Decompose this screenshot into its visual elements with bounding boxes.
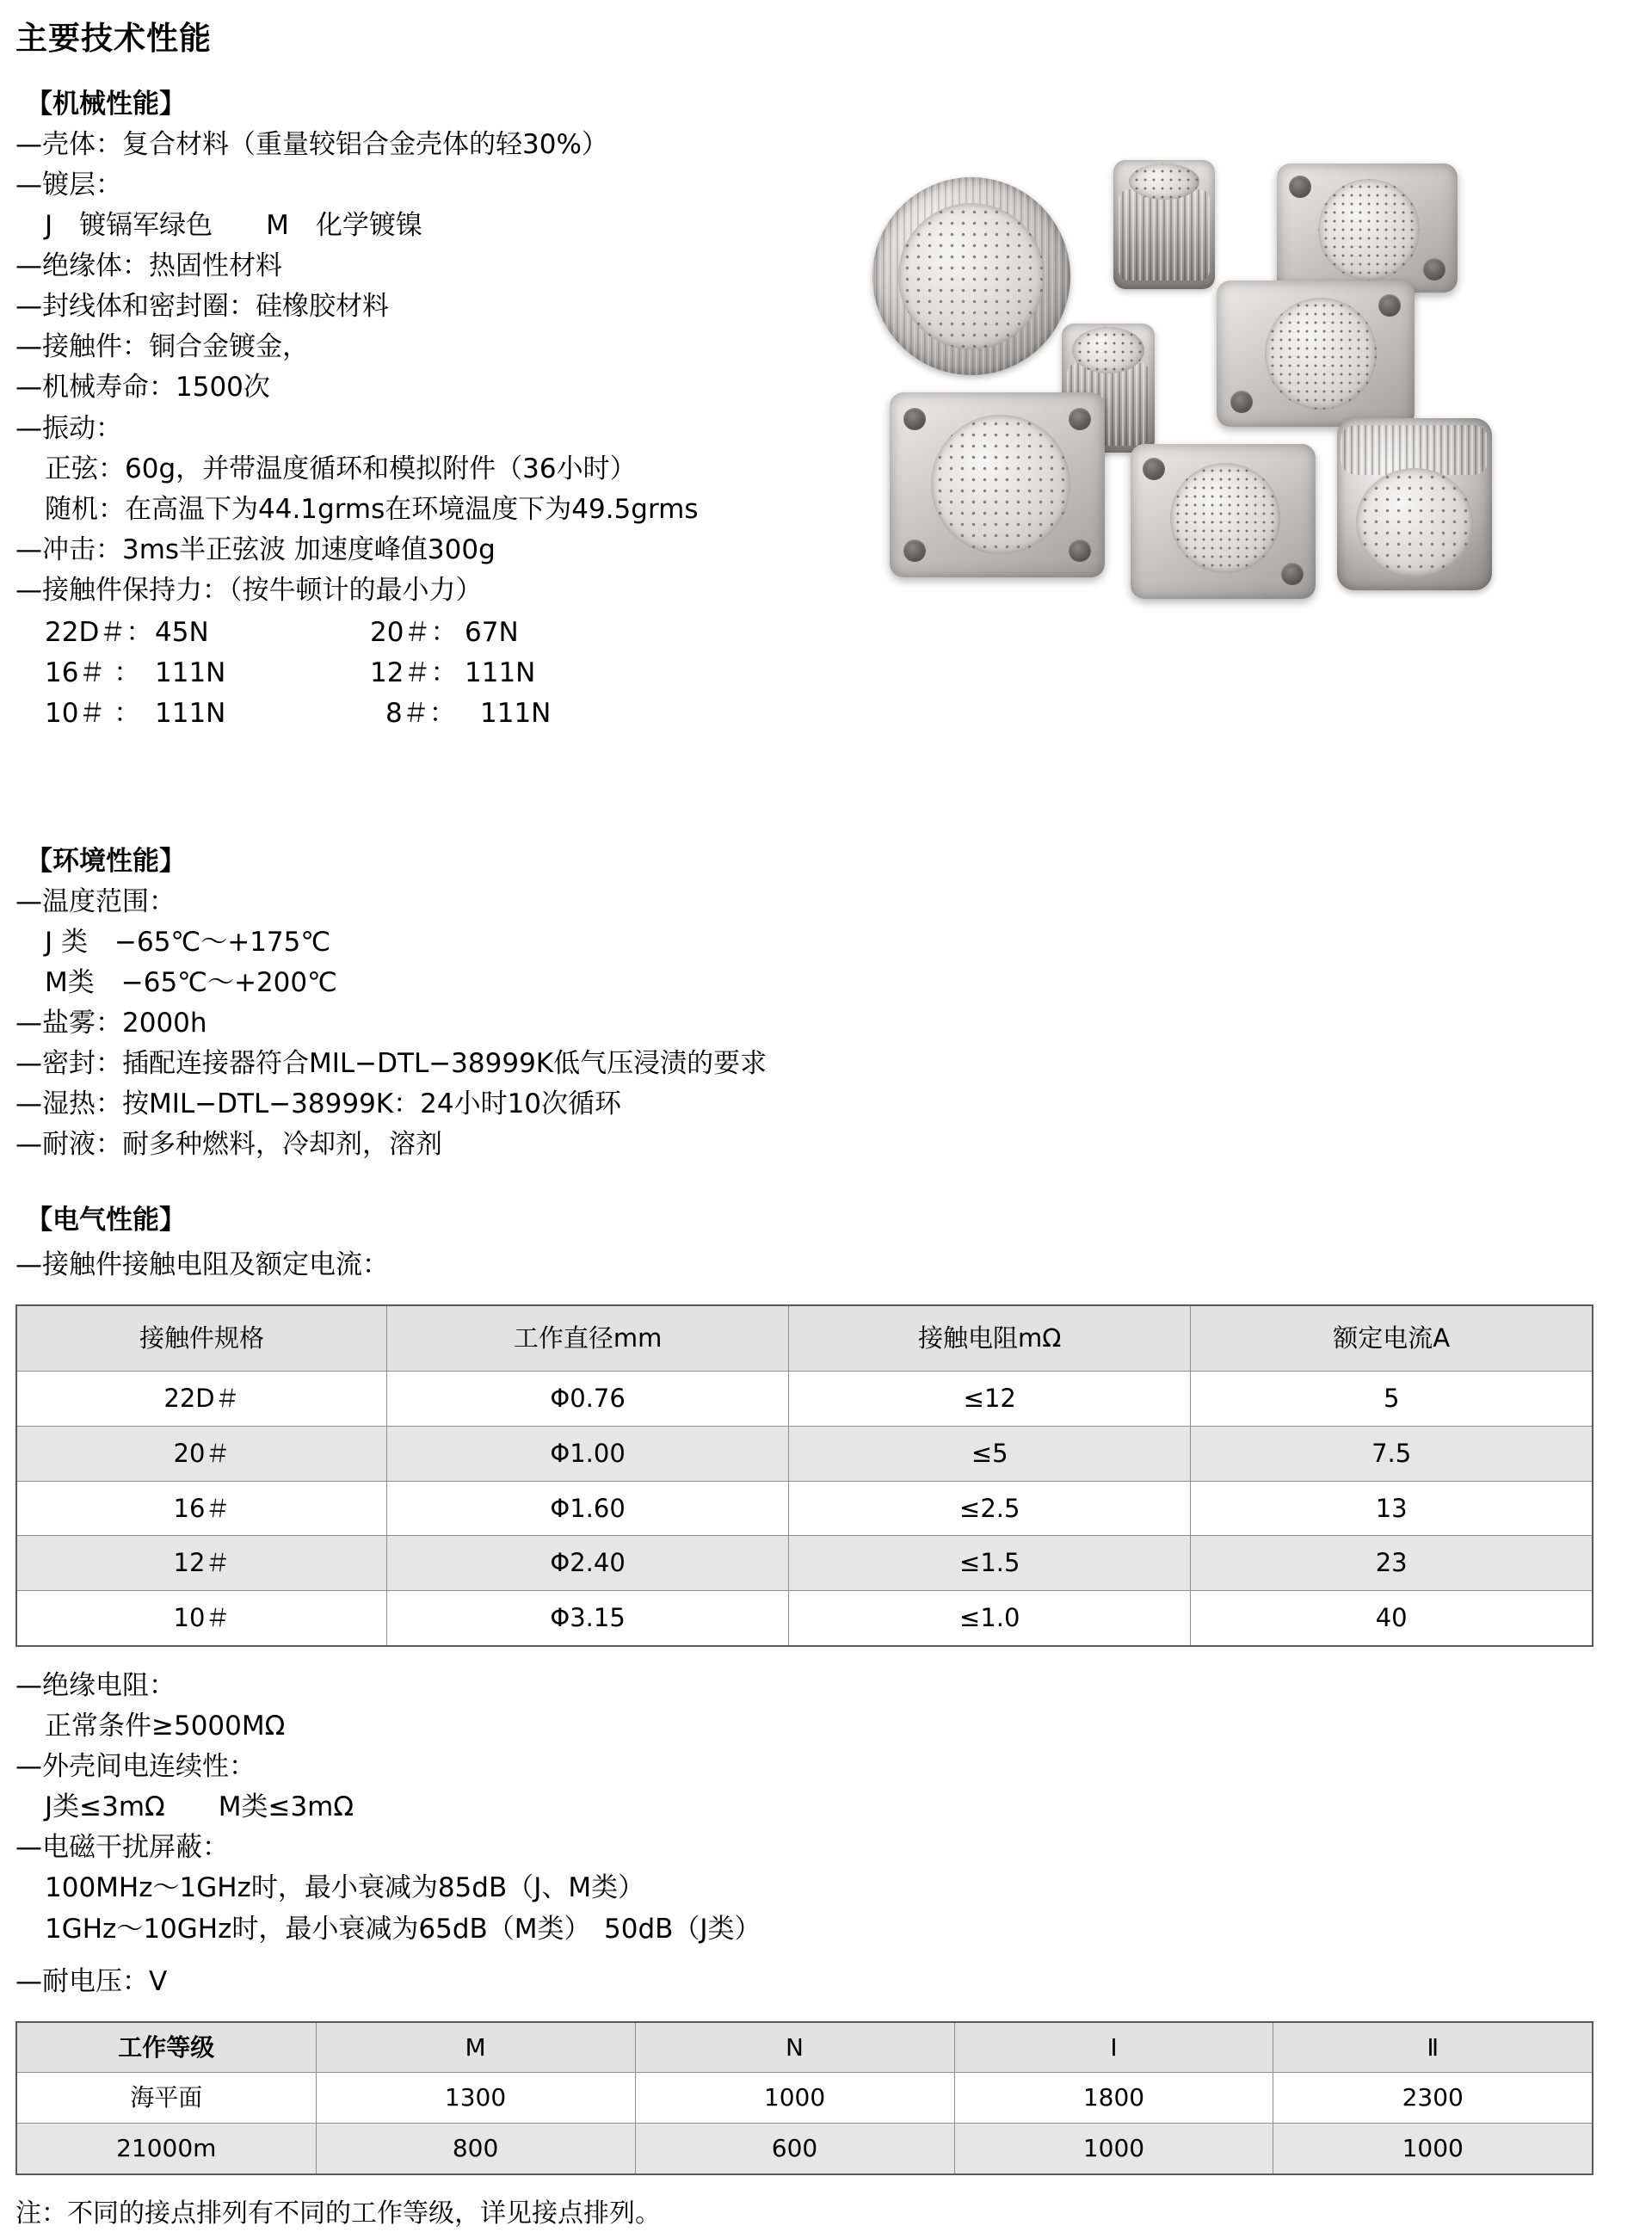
cell-working-diameter: Φ3.15: [387, 1591, 789, 1646]
column-header: 工作等级: [16, 2022, 316, 2073]
cell-voltage-i: 1800: [954, 2073, 1273, 2124]
contact-resistance-table: [15, 1304, 1593, 1647]
environmental-line: —密封：插配连接器符合MIL−DTL−38999K低气压浸渍的要求: [15, 1048, 767, 1080]
electrical-line: —外壳间电连续性：: [15, 1751, 256, 1783]
mechanical-line: 正弦：60g，并带温度循环和模拟附件（36小时）: [45, 453, 637, 484]
table-row: [16, 1426, 1593, 1481]
cell-altitude: 海平面: [16, 2073, 316, 2124]
column-header: 接触件规格: [16, 1305, 387, 1371]
mechanical-line: —冲击：3ms半正弦波 加速度峰值300g: [15, 533, 496, 565]
environmental-line: —耐液：耐多种燃料，冷却剂，溶剂: [15, 1129, 442, 1161]
retention-left-value: 111N: [155, 698, 226, 730]
mechanical-line: 随机：在高温下为44.1grms在环境温度下为49.5grms: [45, 493, 699, 525]
column-header: 额定电流A: [1191, 1305, 1593, 1371]
environmental-line: —温度范围：: [15, 885, 176, 917]
retention-row: [15, 613, 876, 653]
cell-contact-size: 16＃: [16, 1481, 387, 1536]
square-flange-receptacle-top-right: [1277, 163, 1458, 293]
table-row: [16, 1481, 1593, 1536]
cell-contact-size: 12＃: [16, 1536, 387, 1591]
page-title: 主要技术性能: [15, 20, 212, 57]
cell-contact-size: 22D＃: [16, 1371, 387, 1426]
cell-altitude: 21000m: [16, 2123, 316, 2173]
mechanical-line: —壳体：复合材料（重量较铝合金壳体的轻30%）: [15, 128, 608, 160]
column-header: Ⅰ: [954, 2022, 1273, 2073]
retention-left-value: 45N: [155, 617, 209, 649]
spacer: [15, 2002, 1637, 2021]
cell-rated-current: 7.5: [1191, 1426, 1593, 1481]
mechanical-line: J 镀镉军绿色 M 化学镀镍: [45, 209, 422, 241]
environmental-line: J 类 −65℃～+175℃: [45, 926, 331, 958]
retention-right-value: 111N: [480, 698, 552, 730]
electrical-line: 1GHz～10GHz时，最小衰减为65dB（M类） 50dB（J类）: [45, 1913, 761, 1945]
column-header: Ⅱ: [1273, 2022, 1593, 2073]
electrical-line: —耐电压：V: [15, 1965, 168, 1997]
retention-row: [15, 653, 876, 694]
retention-force-list: [15, 613, 876, 734]
square-flange-receptacle-bottom-center: [1131, 444, 1316, 599]
mechanical-line: —镀层：: [15, 169, 122, 200]
cell-voltage-n: 600: [635, 2123, 954, 2173]
cell-rated-current: 23: [1191, 1536, 1593, 1591]
electrical-intro: —接触件接触电阻及额定电流：: [15, 1249, 389, 1281]
mechanical-line: —封线体和密封圈：硅橡胶材料: [15, 291, 389, 323]
cell-contact-size: 20＃: [16, 1426, 387, 1481]
withstanding-voltage-table: [15, 2021, 1593, 2175]
cell-contact-resistance: ≤5: [789, 1426, 1191, 1481]
retention-left-label: 10＃ ：: [45, 698, 141, 730]
electrical-section: [15, 1200, 1637, 2232]
cell-working-diameter: Φ1.60: [387, 1481, 789, 1536]
square-flange-receptacle-large-left: [890, 392, 1105, 577]
mechanical-line: —绝缘体：热固性材料: [15, 250, 282, 282]
mechanical-line: —振动：: [15, 412, 122, 444]
circular-connector-plug-bottom-right: [1337, 418, 1492, 590]
column-header: 接触电阻mΩ: [789, 1305, 1191, 1371]
cell-contact-resistance: ≤2.5: [789, 1481, 1191, 1536]
cell-contact-size: 10＃: [16, 1591, 387, 1646]
cell-contact-resistance: ≤12: [789, 1371, 1191, 1426]
circular-connector-plug-knurled: [1113, 160, 1215, 289]
table-header-row: [16, 1305, 1593, 1371]
retention-right-label: 8＃：: [385, 698, 456, 730]
electrical-detail-lines: [15, 1666, 1637, 2002]
retention-right-value: 67N: [465, 617, 519, 649]
table-row: [16, 1371, 1593, 1426]
spacer: [15, 1166, 1637, 1200]
retention-left-value: 111N: [155, 657, 226, 689]
environmental-line: —湿热：按MIL−DTL−38999K：24小时10次循环: [15, 1088, 622, 1120]
table-row: [16, 2123, 1593, 2173]
environmental-line: —盐雾：2000h: [15, 1008, 207, 1039]
spacer: [15, 1647, 1637, 1666]
retention-right-label: 20＃：: [370, 617, 458, 649]
cell-voltage-ii: 1000: [1273, 2123, 1593, 2173]
cell-working-diameter: Φ1.00: [387, 1426, 789, 1481]
column-header: 工作直径mm: [387, 1305, 789, 1371]
mechanical-section: [15, 84, 876, 734]
mechanical-line: —机械寿命：1500次: [15, 372, 270, 404]
retention-left-label: 22D＃：: [45, 617, 153, 649]
table-row: [16, 2073, 1593, 2124]
mechanical-line: —接触件：铜合金镀金，: [15, 331, 309, 363]
mechanical-heading: 【机械性能】: [26, 89, 186, 120]
electrical-line: —电磁干扰屏蔽：: [15, 1832, 229, 1864]
cell-voltage-ii: 2300: [1273, 2073, 1593, 2124]
column-header: M: [316, 2022, 635, 2073]
cell-contact-resistance: ≤1.5: [789, 1536, 1191, 1591]
environmental-section: [15, 842, 1637, 1165]
connector-product-photo: [872, 160, 1612, 814]
electrical-line: —绝缘电阻：: [15, 1669, 176, 1701]
electrical-line: J类≤3mΩ M类≤3mΩ: [45, 1791, 354, 1823]
cell-rated-current: 40: [1191, 1591, 1593, 1646]
cell-voltage-i: 1000: [954, 2123, 1273, 2173]
retention-right-value: 111N: [465, 657, 536, 689]
table-row: [16, 1536, 1593, 1591]
cell-rated-current: 13: [1191, 1481, 1593, 1536]
cell-voltage-m: 1300: [316, 2073, 635, 2124]
cell-rated-current: 5: [1191, 1371, 1593, 1426]
top-region: [15, 84, 1637, 807]
retention-right-label: 12＃：: [370, 657, 458, 689]
page-content: [15, 19, 1637, 2232]
circular-connector-receptacle-large: [872, 177, 1070, 375]
table-header-row: [16, 2022, 1593, 2073]
square-flange-receptacle-middle-right: [1217, 281, 1415, 427]
electrical-heading: 【电气性能】: [26, 1204, 186, 1236]
cell-contact-resistance: ≤1.0: [789, 1591, 1191, 1646]
retention-left-label: 16＃ ：: [45, 657, 141, 689]
electrical-line: 100MHz～1GHz时，最小衰减为85dB（J、M类）: [45, 1872, 645, 1904]
mechanical-line: —接触件保持力：（按牛顿计的最小力）: [15, 574, 483, 606]
spacer: [15, 1286, 1637, 1304]
table-note: 注：不同的接点排列有不同的工作等级，详见接点排列。: [15, 2198, 661, 2229]
cell-voltage-m: 800: [316, 2123, 635, 2173]
cell-working-diameter: Φ2.40: [387, 1536, 789, 1591]
cell-voltage-n: 1000: [635, 2073, 954, 2124]
environmental-heading: 【环境性能】: [26, 846, 186, 878]
table-row: [16, 1591, 1593, 1646]
environmental-line: M类 −65℃～+200℃: [45, 966, 337, 998]
column-header: N: [635, 2022, 954, 2073]
cell-working-diameter: Φ0.76: [387, 1371, 789, 1426]
electrical-line: 正常条件≥5000MΩ: [45, 1711, 286, 1742]
retention-row: [15, 694, 876, 734]
